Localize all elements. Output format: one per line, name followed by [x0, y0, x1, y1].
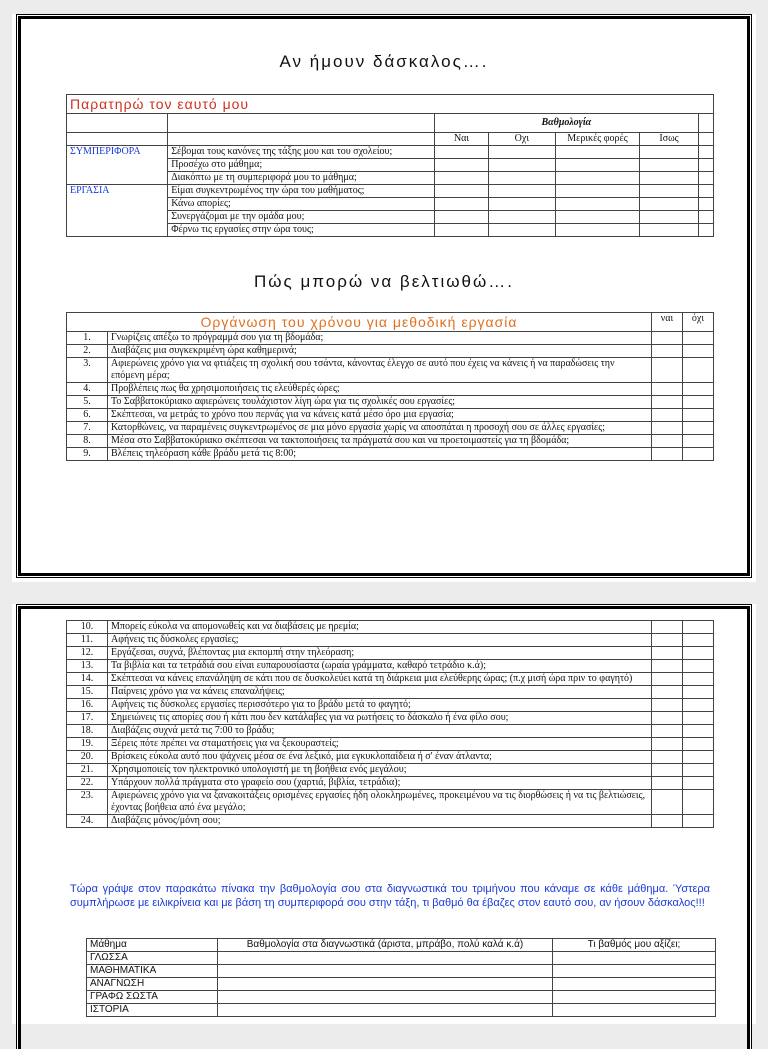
item-number: 13.	[67, 660, 108, 673]
answer-no-cell[interactable]	[683, 332, 714, 345]
item-question: Διαβάζεις μόνος/μόνη σου;	[108, 815, 652, 828]
answer-cell[interactable]	[434, 159, 488, 172]
self-grade-cell[interactable]	[553, 991, 716, 1004]
org-table-heading: Οργάνωση του χρόνου για μεθοδική εργασία	[67, 313, 652, 332]
answer-cell[interactable]	[640, 159, 698, 172]
answer-cell[interactable]	[640, 185, 698, 198]
answer-cell[interactable]	[640, 211, 698, 224]
table-row	[67, 621, 714, 634]
section-subtitle: Πώς μπορώ να βελτιωθώ….	[254, 272, 514, 291]
table-row	[67, 383, 714, 396]
answer-yes-cell[interactable]	[652, 725, 683, 738]
grades-table	[86, 938, 716, 1017]
grades-row	[87, 952, 716, 965]
item-number: 18.	[67, 725, 108, 738]
answer-no-cell[interactable]	[683, 409, 714, 422]
answer-no-cell[interactable]	[683, 621, 714, 634]
item-number: 14.	[67, 673, 108, 686]
table-row	[67, 448, 714, 461]
table-row	[67, 712, 714, 725]
item-question: Διαβάζεις συχνά μετά τις 7:00 το βράδυ;	[108, 725, 652, 738]
diagnostic-score-cell[interactable]	[218, 952, 553, 965]
work-item: Συνεργάζομαι με την ομάδα μου;	[168, 211, 435, 224]
item-question: Αφήνεις τις δύσκολες εργασίες;	[108, 634, 652, 647]
grades-row	[87, 978, 716, 991]
answer-no-cell[interactable]	[683, 686, 714, 699]
self-observation-table	[66, 94, 714, 237]
item-number: 6.	[67, 409, 108, 422]
answer-cell[interactable]	[489, 172, 555, 185]
subject-name: ΙΣΤΟΡΙΑ	[87, 1004, 218, 1017]
answer-yes-cell[interactable]	[652, 422, 683, 435]
col-maybe: Ισως	[640, 133, 698, 146]
grades-row	[87, 965, 716, 978]
answer-yes-cell[interactable]	[652, 448, 683, 461]
answer-cell[interactable]	[640, 224, 698, 237]
subject-name: ΜΑΘΗΜΑΤΙΚΑ	[87, 965, 218, 978]
item-number: 20.	[67, 751, 108, 764]
answer-no-cell[interactable]	[683, 358, 714, 383]
page-title: Αν ήμουν δάσκαλος….	[279, 52, 489, 71]
self-grade-cell[interactable]	[553, 1004, 716, 1017]
col-yes-label: ναι	[652, 313, 683, 332]
table-row	[67, 738, 714, 751]
item-number: 16.	[67, 699, 108, 712]
grades-header-subject: Μάθημα	[87, 939, 218, 952]
item-question: Παίρνεις χρόνο για να κάνεις επαναλήψεις;	[108, 686, 652, 699]
work-item: Φέρνω τις εργασίες στην ώρα τους;	[168, 224, 435, 237]
col-yes: Ναι	[434, 133, 488, 146]
table-row	[67, 396, 714, 409]
item-question: Σκέπτεσαι, να μετράς το χρόνο που περνάς για να κάνεις κατά μέσο όρο μια εργασία;	[108, 409, 652, 422]
self-grade-cell[interactable]	[553, 965, 716, 978]
item-number: 5.	[67, 396, 108, 409]
answer-no-cell[interactable]	[683, 660, 714, 673]
answer-yes-cell[interactable]	[652, 435, 683, 448]
table-row	[67, 634, 714, 647]
answer-no-cell[interactable]	[683, 699, 714, 712]
behaviour-item: Σέβομαι τους κανόνες της τάξης μου και του σχολείου;	[168, 146, 435, 159]
answer-no-cell[interactable]	[683, 383, 714, 396]
item-question: Προβλέπεις πως θα χρησιμοποιήσεις τις ελεύθερές ώρες;	[108, 383, 652, 396]
grades-row	[87, 991, 716, 1004]
item-number: 3.	[67, 358, 108, 383]
item-question: Μπορείς εύκολα να απομονωθείς και να διαβάσεις με ηρεμία;	[108, 621, 652, 634]
answer-yes-cell[interactable]	[652, 673, 683, 686]
item-number: 21.	[67, 764, 108, 777]
table-row	[67, 777, 714, 790]
answer-no-cell[interactable]	[683, 634, 714, 647]
item-number: 23.	[67, 790, 108, 815]
item-number: 2.	[67, 345, 108, 358]
item-question: Αφιερώνεις χρόνο για να φτιάξεις τη σχολική σου τσάντα, κάνοντας έλεγχο σε αυτό που έχεις να κάνεις ή να παραδώσεις την επόμενη μέρα;	[108, 358, 652, 383]
answer-no-cell[interactable]	[683, 738, 714, 751]
self-grade-cell[interactable]	[553, 978, 716, 991]
item-number: 24.	[67, 815, 108, 828]
item-question: Χρησιμοποιείς τον ηλεκτρονικό υπολογιστή με τη βοήθεια ενός μεγάλου;	[108, 764, 652, 777]
diagnostic-score-cell[interactable]	[218, 991, 553, 1004]
subject-name: ΑΝΑΓΝΩΣΗ	[87, 978, 218, 991]
document-page-2	[12, 604, 756, 1024]
table-row	[67, 345, 714, 358]
answer-cell[interactable]	[434, 146, 488, 159]
answer-yes-cell[interactable]	[652, 660, 683, 673]
answer-cell[interactable]	[434, 185, 488, 198]
item-question: Βλέπεις τηλεόραση κάθε βράδυ μετά τις 8:00;	[108, 448, 652, 461]
table-row	[67, 422, 714, 435]
answer-no-cell[interactable]	[683, 790, 714, 815]
table-row	[67, 409, 714, 422]
item-number: 19.	[67, 738, 108, 751]
table-row	[67, 673, 714, 686]
item-number: 11.	[67, 634, 108, 647]
diagnostic-score-cell[interactable]	[218, 978, 553, 991]
answer-cell[interactable]	[434, 198, 488, 211]
answer-cell[interactable]	[434, 211, 488, 224]
answer-yes-cell[interactable]	[652, 332, 683, 345]
answer-cell[interactable]	[489, 198, 555, 211]
table-row	[67, 660, 714, 673]
col-no: Οχι	[489, 133, 555, 146]
table-row	[67, 358, 714, 383]
subject-name: ΓΡΑΦΩ ΣΩΣΤΑ	[87, 991, 218, 1004]
answer-yes-cell[interactable]	[652, 815, 683, 828]
answer-yes-cell[interactable]	[652, 764, 683, 777]
item-number: 10.	[67, 621, 108, 634]
answer-cell[interactable]	[640, 172, 698, 185]
col-no-label: όχι	[683, 313, 714, 332]
table-row	[67, 686, 714, 699]
answer-cell[interactable]	[489, 211, 555, 224]
item-question: Υπάρχουν πολλά πράγματα στο γραφείο σου (χαρτιά, βιβλία, τετράδια);	[108, 777, 652, 790]
item-question: Κατορθώνεις, να παραμένεις συγκεντρωμένος σε μια μόνο εργασία χωρίς να αποσπάται η προσοχή σου σε άλλες εργασίες;	[108, 422, 652, 435]
answer-no-cell[interactable]	[683, 345, 714, 358]
item-question: Σημειώνεις τις απορίες σου ή κάτι που δεν κατάλαβες για να ρωτήσεις το δάσκαλο ή ένα φίλο σου;	[108, 712, 652, 725]
self-grade-cell[interactable]	[553, 952, 716, 965]
section-label-work: ΕΡΓΑΣΙΑ	[67, 185, 168, 237]
answer-cell[interactable]	[489, 224, 555, 237]
table-row	[67, 815, 714, 828]
answer-cell[interactable]	[555, 185, 640, 198]
table-row	[67, 332, 714, 345]
time-organisation-table	[66, 312, 714, 461]
item-question: Μέσα στο Σαββατοκύριακο σκέπτεσαι να τακτοποιήσεις τα πράγματά σου και να προετοιμαστείς για τη βδομάδα;	[108, 435, 652, 448]
item-question: Το Σαββατοκύριακο αφιερώνεις τουλάχιστον λίγη ώρα για τις σχολικές σου εργασίες;	[108, 396, 652, 409]
instructions-text: Τώρα γράψε στον παρακάτω πίνακα την βαθμολογία σου στα διαγνωστικά του τριμήνου που κάναμε σε κάθε μάθημα. Ύστερα συμπλήρωσε με ειλικρίνεια και με βάση τη συμπεριφορά σου στην τάξη, τι βαθμό θα έβαζες στον εαυτό σου, αν ήσουν δάσκαλος!!!	[70, 883, 710, 909]
answer-no-cell[interactable]	[683, 725, 714, 738]
item-number: 15.	[67, 686, 108, 699]
answer-no-cell[interactable]	[683, 422, 714, 435]
answer-yes-cell[interactable]	[652, 712, 683, 725]
grades-header-score: Βαθμολογία στα διαγνωστικά (άριστα, μπράβο, πολύ καλά κ.ά)	[218, 939, 553, 952]
answer-yes-cell[interactable]	[652, 345, 683, 358]
answer-cell[interactable]	[434, 224, 488, 237]
item-question: Γνωρίζεις απέξω το πρόγραμμά σου για τη βδομάδα;	[108, 332, 652, 345]
self-table-heading: Παρατηρώ τον εαυτό μου	[67, 95, 714, 114]
behaviour-item: Προσέχω στο μάθημα;	[168, 159, 435, 172]
work-item: Είμαι συγκεντρωμένος την ώρα του μαθήματος;	[168, 185, 435, 198]
diagnostic-score-cell[interactable]	[218, 965, 553, 978]
time-organisation-table-continued	[66, 620, 714, 828]
answer-no-cell[interactable]	[683, 673, 714, 686]
answer-no-cell[interactable]	[683, 764, 714, 777]
table-row	[67, 751, 714, 764]
item-question: Βρίσκεις εύκολα αυτό που ψάχνεις μέσα σε ένα λεξικό, μια εγκυκλοπαίδεια ή σ' έναν άτλαντα;	[108, 751, 652, 764]
diagnostic-score-cell[interactable]	[218, 1004, 553, 1017]
table-row	[67, 699, 714, 712]
col-sometimes: Μερικές φορές	[555, 133, 640, 146]
item-number: 22.	[67, 777, 108, 790]
item-number: 8.	[67, 435, 108, 448]
item-number: 1.	[67, 332, 108, 345]
answer-yes-cell[interactable]	[652, 738, 683, 751]
answer-no-cell[interactable]	[683, 712, 714, 725]
document-page-1	[12, 14, 756, 582]
answer-yes-cell[interactable]	[652, 409, 683, 422]
answer-cell[interactable]	[489, 185, 555, 198]
answer-yes-cell[interactable]	[652, 686, 683, 699]
table-row	[67, 790, 714, 815]
answer-cell[interactable]	[640, 146, 698, 159]
answer-cell[interactable]	[640, 198, 698, 211]
answer-no-cell[interactable]	[683, 777, 714, 790]
answer-no-cell[interactable]	[683, 751, 714, 764]
item-question: Ξέρεις πότε πρέπει να σταματήσεις για να ξεκουραστείς;	[108, 738, 652, 751]
work-item: Κάνω απορίες;	[168, 198, 435, 211]
item-question: Αφιερώνεις χρόνο για να ξανακοιτάξεις ορισμένες εργασίες ήδη ολοκληρωμένες, προκειμένου να τις διορθώσεις ή να τις βελτιώσεις, έχοντας βοήθεια από ένα μεγάλο;	[108, 790, 652, 815]
item-question: Εργάζεσαι, συχνά, βλέποντας μια εκπομπή στην τηλεόραση;	[108, 647, 652, 660]
answer-yes-cell[interactable]	[652, 777, 683, 790]
answer-no-cell[interactable]	[683, 815, 714, 828]
item-number: 7.	[67, 422, 108, 435]
grades-header-deserved: Τι βαθμός μου αξίζει;	[553, 939, 716, 952]
table-row	[67, 647, 714, 660]
answer-no-cell[interactable]	[683, 448, 714, 461]
answer-no-cell[interactable]	[683, 647, 714, 660]
answer-cell[interactable]	[434, 172, 488, 185]
behaviour-item: Διακόπτω με τη συμπεριφορά μου το μάθημα;	[168, 172, 435, 185]
item-number: 9.	[67, 448, 108, 461]
item-question: Σκέπτεσαι να κάνεις επανάληψη σε κάτι που σε δυσκολεύει κατά τη διάρκεια μια ελεύθερης ώρας; (π.χ μισή ώρα πριν το φαγητό)	[108, 673, 652, 686]
answer-cell[interactable]	[555, 198, 640, 211]
table-row	[67, 725, 714, 738]
answer-yes-cell[interactable]	[652, 699, 683, 712]
answer-cell[interactable]	[555, 211, 640, 224]
section-label-behaviour: ΣΥΜΠΕΡΙΦΟΡΑ	[67, 146, 168, 185]
item-question: Αφήνεις τις δύσκολες εργασίες περισσότερο για το βράδυ μετά το φαγητό;	[108, 699, 652, 712]
item-question: Τα βιβλία και τα τετράδιά σου είναι ευπαρουσίαστα (ωραία γράμματα, καθαρό τετράδιο κ.ά);	[108, 660, 652, 673]
table-row	[67, 764, 714, 777]
answer-cell[interactable]	[489, 146, 555, 159]
answer-yes-cell[interactable]	[652, 621, 683, 634]
grades-row	[87, 1004, 716, 1017]
answer-yes-cell[interactable]	[652, 634, 683, 647]
answer-yes-cell[interactable]	[652, 358, 683, 383]
table-row	[67, 435, 714, 448]
answer-cell[interactable]	[555, 146, 640, 159]
answer-cell[interactable]	[555, 159, 640, 172]
item-question: Διαβάζεις μια συγκεκριμένη ώρα καθημερινά;	[108, 345, 652, 358]
subject-name: ΓΛΩΣΣΑ	[87, 952, 218, 965]
answer-no-cell[interactable]	[683, 435, 714, 448]
answer-yes-cell[interactable]	[652, 790, 683, 815]
answer-no-cell[interactable]	[683, 396, 714, 409]
score-header: Βαθμολογία	[434, 114, 698, 133]
answer-cell[interactable]	[489, 159, 555, 172]
item-number: 4.	[67, 383, 108, 396]
answer-cell[interactable]	[555, 224, 640, 237]
answer-cell[interactable]	[555, 172, 640, 185]
answer-yes-cell[interactable]	[652, 647, 683, 660]
item-number: 17.	[67, 712, 108, 725]
item-number: 12.	[67, 647, 108, 660]
answer-yes-cell[interactable]	[652, 383, 683, 396]
answer-yes-cell[interactable]	[652, 396, 683, 409]
answer-yes-cell[interactable]	[652, 751, 683, 764]
